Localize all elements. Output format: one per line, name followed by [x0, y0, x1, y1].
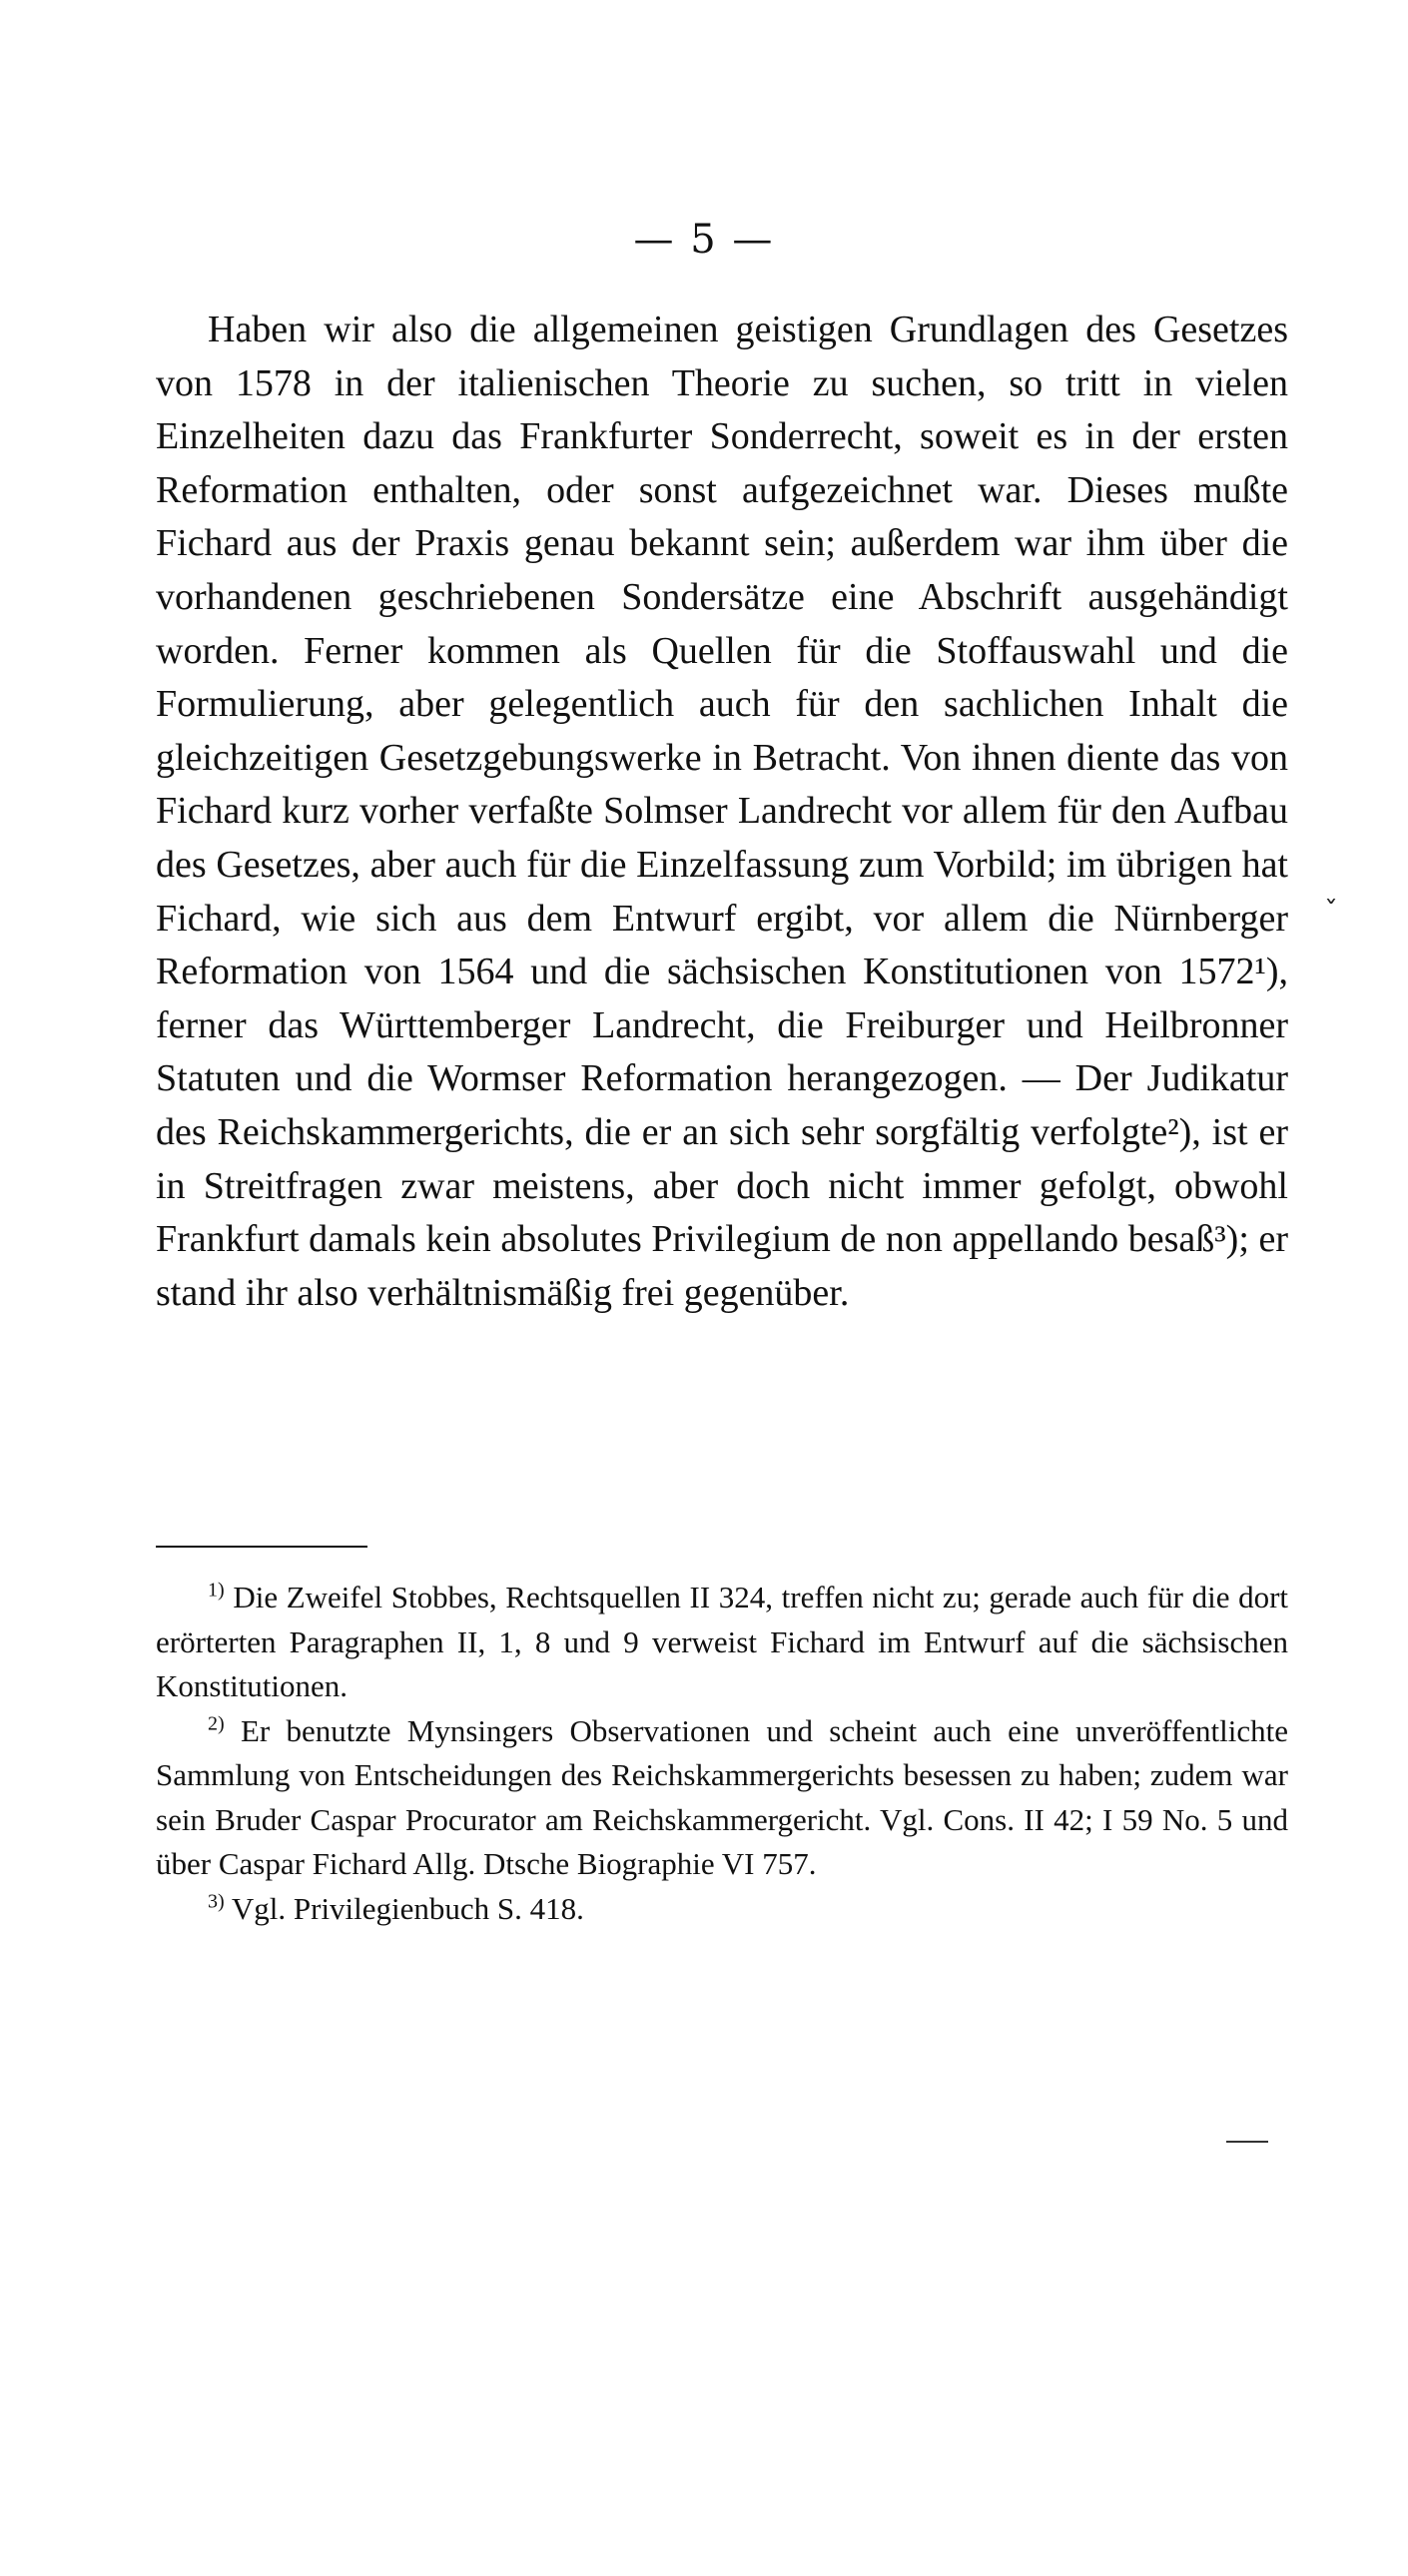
footnote-marker: 3) [208, 1890, 225, 1913]
footnote-marker: 1) [208, 1579, 225, 1602]
footnote-1 [156, 1576, 1288, 1709]
footnotes [156, 1576, 1288, 1931]
footnote-separator [156, 1546, 367, 1548]
footnote-3 [156, 1887, 1288, 1932]
footnote-text: Er benutzte Mynsingers Observationen und scheint auch eine unveröffentlichte Sammlung von Entscheidungen des Reichskammergerichts besessen zu haben; zudem war sein Bruder Caspar Procurator am Reichskammergericht. Vgl. Cons. II 42; I 59 No. 5 und über Caspar Fichard Allg. Dtsche Biographie VI 757. [156, 1712, 1288, 1881]
margin-check-mark: ˇ [1324, 895, 1338, 928]
footnote-text: Vgl. Privilegienbuch S. 418. [231, 1890, 584, 1926]
page-number: — 5 — [633, 217, 775, 263]
footnote-marker: 2) [208, 1712, 225, 1735]
footnote-text: Die Zweifel Stobbes, Rechtsquellen II 324, treffen nicht zu; gerade auch für die dort erörterten Paragraphen II, 1, 8 und 9 verweist Fichard im Entwurf auf die sächsischen Konstitutionen. [156, 1580, 1289, 1703]
footnote-2 [156, 1709, 1288, 1887]
bottom-dash-mark [1226, 2141, 1268, 2143]
body-paragraph: Haben wir also die allgemeinen geistigen Grundlagen des Gesetzes von 1578 in der italienischen Theorie zu suchen, so tritt in vielen Einzelheiten dazu das Frankfurter Sonderrecht, soweit es in der ersten Reformation enthalten, oder sonst aufgezeichnet war. Dieses mußte Fichard aus der Praxis genau bekannt sein; außerdem war ihm über die vorhandenen geschriebenen Sondersätze eine Abschrift ausgehändigt worden. Ferner kommen als Quellen für die Stoffauswahl und die Formulierung, aber gelegentlich auch für den sachlichen Inhalt die gleichzeitigen Gesetzgebungswerke in Betracht. Von ihnen diente das von Fichard kurz vorher verfaßte Solmser Landrecht vor allem für den Aufbau des Gesetzes, aber auch für die Einzelfassung zum Vorbild; im übrigen hat Fichard, wie sich aus dem Entwurf ergibt, vor allem die Nürnberger Reformation von 1564 und die sächsischen Konstitutionen von 1572¹), ferner das Württemberger Landrecht, die Freiburger und Heilbronner Statuten und die Wormser Reformation herangezogen. — Der Judikatur des Reichskammergerichts, die er an sich sehr sorgfältig verfolgte²), ist er in Streitfragen zwar meistens, aber doch nicht immer gefolgt, obwohl Frankfurt damals kein absolutes Privilegium de non appellando besaß³); er stand ihr also verhältnismäßig frei gegenüber. [156, 309, 1288, 1314]
